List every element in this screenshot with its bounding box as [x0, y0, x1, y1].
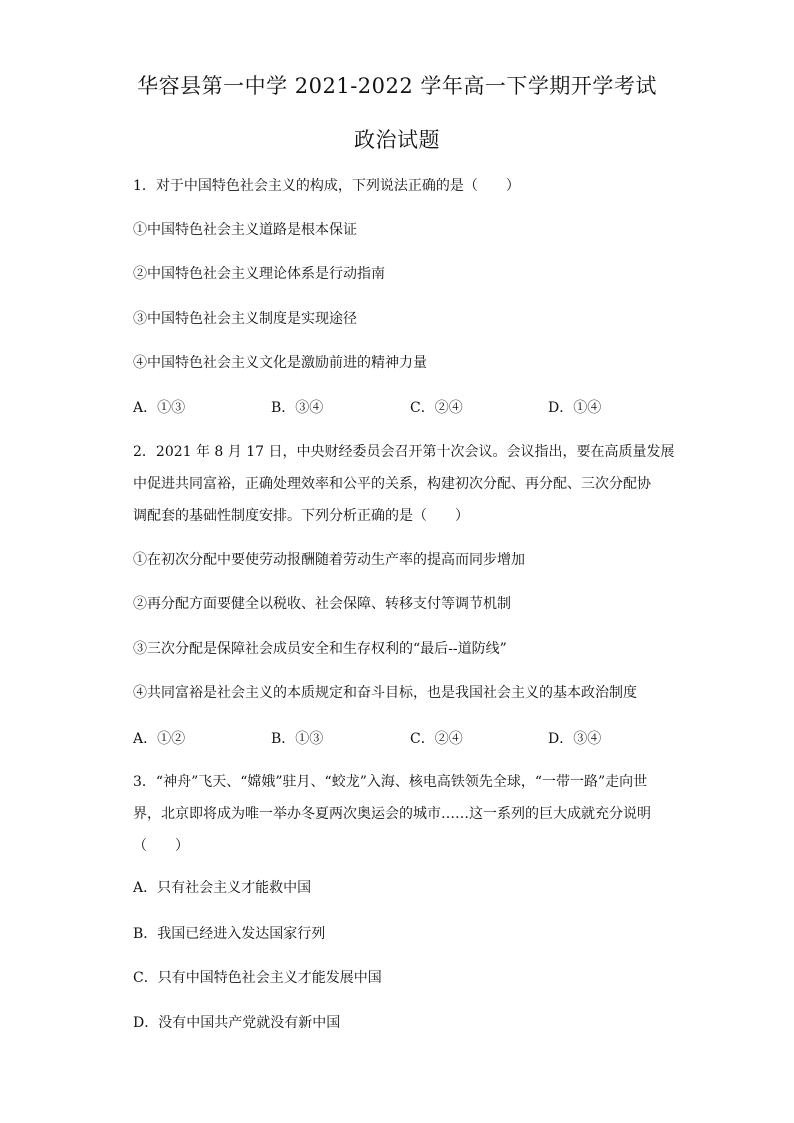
statement-text: ①在初次分配中要使劳动报酬随着劳动生产率的提高而同步增加 — [133, 552, 525, 568]
option-c[interactable]: C．②④ — [410, 731, 463, 747]
statement-text: ②再分配方面要健全以税收、社会保障、转移支付等调节机制 — [133, 596, 511, 612]
question-2-options — [133, 729, 693, 749]
question-2-statement-1 — [133, 550, 663, 570]
question-stem-line: 中促进共同富裕，正确处理效率和公平的关系，构建初次分配、再分配、三次分配协 — [133, 476, 651, 492]
question-1-statement-1 — [133, 220, 663, 240]
question-2-stem — [133, 442, 675, 526]
question-stem-line: 1．对于中国特色社会主义的构成，下列说法正确的是（ ） — [133, 178, 520, 194]
statement-text: ③三次分配是保障社会成员安全和生存权利的“最后--道防线” — [133, 641, 507, 657]
statement-text: ③中国特色社会主义制度是实现途径 — [133, 311, 357, 327]
question-3-option-b[interactable] — [133, 924, 663, 944]
option-d[interactable]: D．①④ — [548, 400, 602, 416]
option-text: D．没有中国共产党就没有新中国 — [133, 1015, 341, 1031]
exam-subtitle: 政治试题 — [354, 128, 440, 152]
option-text: C．只有中国特色社会主义才能发展中国 — [133, 970, 382, 986]
option-a[interactable]: A．①② — [133, 731, 186, 747]
question-3-option-d[interactable] — [133, 1013, 663, 1033]
statement-text: ④中国特色社会主义文化是激励前进的精神力量 — [133, 355, 427, 371]
question-3-option-c[interactable] — [133, 968, 663, 988]
option-text: A．只有社会主义才能救中国 — [133, 880, 312, 896]
question-2-statement-4 — [133, 683, 663, 703]
question-3-option-a[interactable] — [133, 878, 663, 898]
question-1-options — [133, 398, 693, 418]
question-stem-line: 3．“神舟”飞天、“嫦娥”驻月、“蛟龙”入海、核电高铁领先全球，“一带一路”走向世 — [133, 774, 648, 790]
option-a[interactable]: A．①③ — [133, 400, 186, 416]
statement-text: ④共同富裕是社会主义的本质规定和奋斗目标，也是我国社会主义的基本政治制度 — [133, 685, 637, 701]
option-d[interactable]: D．③④ — [548, 731, 602, 747]
question-1-statement-4 — [133, 353, 663, 373]
question-stem-line: （ ） — [133, 838, 189, 854]
question-1-statement-2 — [133, 264, 663, 284]
exam-title: 华容县第一中学 2021-2022 学年高一下学期开学考试 — [137, 74, 657, 98]
statement-text: ①中国特色社会主义道路是根本保证 — [133, 222, 357, 238]
question-stem-line: 界，北京即将成为唯一举办冬夏两次奥运会的城市……这一系列的巨大成就充分说明 — [133, 806, 651, 822]
statement-text: ②中国特色社会主义理论体系是行动指南 — [133, 266, 385, 282]
question-2-statement-2 — [133, 594, 663, 614]
option-text: B．我国已经进入发达国家行列 — [133, 926, 326, 942]
option-b[interactable]: B．①③ — [271, 731, 324, 747]
option-c[interactable]: C．②④ — [410, 400, 463, 416]
question-2-statement-3 — [133, 639, 663, 659]
question-stem-line: 2．2021 年 8 月 17 日，中央财经委员会召开第十次会议。会议指出，要在高质量发展 — [133, 444, 675, 460]
question-3-stem — [133, 772, 663, 856]
question-1-stem — [133, 176, 663, 196]
question-stem-line: 调配套的基础性制度安排。下列分析正确的是（ ） — [133, 508, 469, 524]
option-b[interactable]: B．③④ — [271, 400, 324, 416]
question-1-statement-3 — [133, 309, 663, 329]
